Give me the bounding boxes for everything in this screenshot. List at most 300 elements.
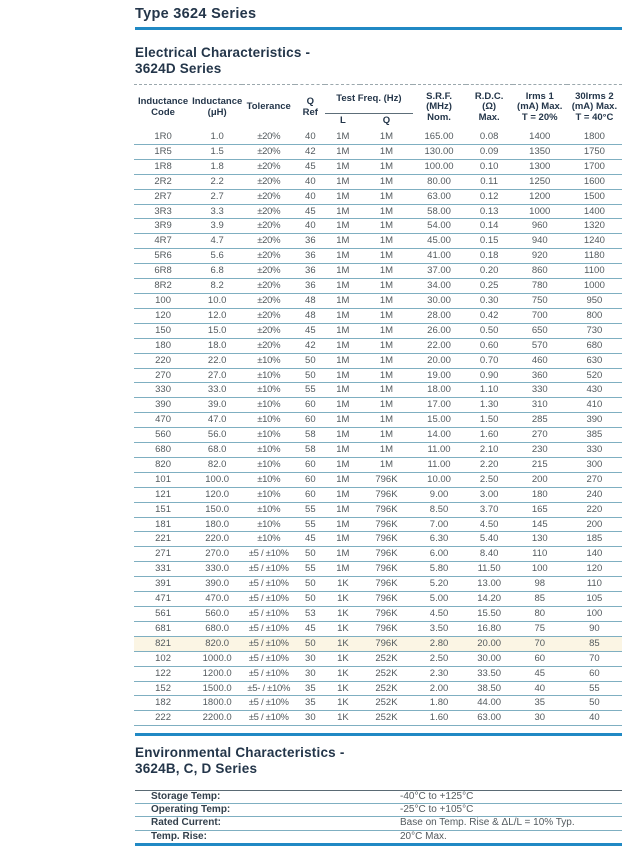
cell-test-freq-l: 1M bbox=[325, 308, 360, 323]
cell-inductance-uh: 2.2 bbox=[192, 174, 242, 189]
table-row bbox=[134, 368, 622, 383]
cell-irms1: 1250 bbox=[513, 174, 567, 189]
cell-inductance-code: 2R7 bbox=[134, 189, 192, 204]
cell-rdc: 2.10 bbox=[466, 443, 513, 458]
cell-irms2: 1180 bbox=[567, 249, 622, 264]
cell-rdc: 0.20 bbox=[466, 264, 513, 279]
cell-inductance-uh: 68.0 bbox=[192, 443, 242, 458]
cell-test-freq-q: 1M bbox=[360, 323, 412, 338]
cell-irms1: 285 bbox=[513, 413, 567, 428]
cell-irms2: 140 bbox=[567, 547, 622, 562]
cell-inductance-uh: 10.0 bbox=[192, 293, 242, 308]
cell-test-freq-l: 1M bbox=[325, 398, 360, 413]
cell-tolerance: ±20% bbox=[242, 338, 295, 353]
cell-srf: 11.00 bbox=[413, 443, 466, 458]
col-header-test-freq-l: L bbox=[339, 115, 346, 127]
cell-test-freq-l: 1M bbox=[325, 383, 360, 398]
cell-inductance-code: 1R5 bbox=[134, 144, 192, 159]
cell-q-ref: 58 bbox=[295, 443, 325, 458]
cell-q-ref: 48 bbox=[295, 293, 325, 308]
cell-test-freq-l: 1M bbox=[325, 457, 360, 472]
cell-srf: 9.00 bbox=[413, 487, 466, 502]
cell-test-freq-q: 1M bbox=[360, 279, 412, 294]
cell-irms2: 1750 bbox=[567, 144, 622, 159]
cell-rdc: 0.11 bbox=[466, 174, 513, 189]
cell-srf: 7.00 bbox=[413, 517, 466, 532]
cell-test-freq-q: 252K bbox=[360, 666, 412, 681]
cell-test-freq-l: 1K bbox=[325, 696, 360, 711]
cell-irms2: 240 bbox=[567, 487, 622, 502]
table-row bbox=[134, 338, 622, 353]
cell-rdc: 3.70 bbox=[466, 502, 513, 517]
cell-inductance-uh: 8.2 bbox=[192, 279, 242, 294]
cell-rdc: 1.10 bbox=[466, 383, 513, 398]
cell-tolerance: ±10% bbox=[242, 532, 295, 547]
cell-irms1: 70 bbox=[513, 636, 567, 651]
cell-rdc: 0.25 bbox=[466, 279, 513, 294]
cell-rdc: 1.60 bbox=[466, 428, 513, 443]
cell-inductance-uh: 390.0 bbox=[192, 577, 242, 592]
cell-test-freq-q: 1M bbox=[360, 130, 412, 144]
env-value: 20°C Max. bbox=[400, 830, 622, 844]
col-header-rdc: R.D.C. (Ω) Max. bbox=[466, 85, 513, 131]
cell-q-ref: 50 bbox=[295, 636, 325, 651]
cell-rdc: 4.50 bbox=[466, 517, 513, 532]
cell-irms1: 360 bbox=[513, 368, 567, 383]
cell-irms2: 330 bbox=[567, 443, 622, 458]
cell-test-freq-q: 1M bbox=[360, 383, 412, 398]
cell-tolerance: ±5 / ±10% bbox=[242, 651, 295, 666]
cell-tolerance: ±20% bbox=[242, 234, 295, 249]
table-row bbox=[134, 428, 622, 443]
cell-irms1: 460 bbox=[513, 353, 567, 368]
cell-q-ref: 30 bbox=[295, 651, 325, 666]
cell-rdc: 30.00 bbox=[466, 651, 513, 666]
cell-test-freq-l: 1M bbox=[325, 353, 360, 368]
cell-srf: 130.00 bbox=[413, 144, 466, 159]
cell-test-freq-q: 1M bbox=[360, 219, 412, 234]
table-row bbox=[134, 264, 622, 279]
cell-q-ref: 45 bbox=[295, 323, 325, 338]
cell-irms1: 180 bbox=[513, 487, 567, 502]
table-row bbox=[134, 621, 622, 636]
cell-tolerance: ±5 / ±10% bbox=[242, 607, 295, 622]
cell-tolerance: ±10% bbox=[242, 428, 295, 443]
cell-inductance-uh: 470.0 bbox=[192, 592, 242, 607]
table-row bbox=[134, 696, 622, 711]
cell-inductance-code: 220 bbox=[134, 353, 192, 368]
cell-inductance-code: 100 bbox=[134, 293, 192, 308]
cell-inductance-code: 2R2 bbox=[134, 174, 192, 189]
table-row bbox=[134, 443, 622, 458]
cell-test-freq-l: 1M bbox=[325, 144, 360, 159]
table-row bbox=[134, 204, 622, 219]
cell-irms1: 1200 bbox=[513, 189, 567, 204]
cell-srf: 1.80 bbox=[413, 696, 466, 711]
cell-inductance-uh: 33.0 bbox=[192, 383, 242, 398]
cell-irms2: 410 bbox=[567, 398, 622, 413]
cell-irms1: 100 bbox=[513, 562, 567, 577]
cell-srf: 22.00 bbox=[413, 338, 466, 353]
cell-irms1: 30 bbox=[513, 711, 567, 726]
cell-irms2: 390 bbox=[567, 413, 622, 428]
cell-q-ref: 40 bbox=[295, 219, 325, 234]
cell-irms2: 120 bbox=[567, 562, 622, 577]
cell-inductance-code: 271 bbox=[134, 547, 192, 562]
cell-tolerance: ±10% bbox=[242, 517, 295, 532]
cell-test-freq-q: 252K bbox=[360, 651, 412, 666]
env-label: Operating Temp: bbox=[135, 804, 400, 817]
cell-inductance-uh: 6.8 bbox=[192, 264, 242, 279]
cell-q-ref: 55 bbox=[295, 562, 325, 577]
cell-tolerance: ±5 / ±10% bbox=[242, 577, 295, 592]
cell-test-freq-l: 1M bbox=[325, 174, 360, 189]
cell-irms1: 700 bbox=[513, 308, 567, 323]
cell-irms1: 270 bbox=[513, 428, 567, 443]
cell-test-freq-q: 1M bbox=[360, 293, 412, 308]
cell-inductance-uh: 12.0 bbox=[192, 308, 242, 323]
cell-rdc: 0.14 bbox=[466, 219, 513, 234]
cell-q-ref: 40 bbox=[295, 174, 325, 189]
cell-rdc: 0.42 bbox=[466, 308, 513, 323]
cell-test-freq-l: 1K bbox=[325, 607, 360, 622]
cell-test-freq-l: 1K bbox=[325, 592, 360, 607]
cell-srf: 165.00 bbox=[413, 130, 466, 144]
cell-rdc: 1.50 bbox=[466, 413, 513, 428]
cell-irms1: 230 bbox=[513, 443, 567, 458]
cell-test-freq-q: 796K bbox=[360, 592, 412, 607]
cell-inductance-code: 1R0 bbox=[134, 130, 192, 144]
cell-test-freq-q: 1M bbox=[360, 457, 412, 472]
cell-irms2: 680 bbox=[567, 338, 622, 353]
cell-irms2: 1100 bbox=[567, 264, 622, 279]
cell-test-freq-q: 1M bbox=[360, 159, 412, 174]
cell-q-ref: 36 bbox=[295, 249, 325, 264]
table-row bbox=[134, 234, 622, 249]
cell-rdc: 33.50 bbox=[466, 666, 513, 681]
table-row bbox=[134, 413, 622, 428]
environmental-characteristics-table bbox=[135, 790, 622, 846]
cell-rdc: 2.50 bbox=[466, 472, 513, 487]
cell-q-ref: 50 bbox=[295, 592, 325, 607]
cell-inductance-uh: 2200.0 bbox=[192, 711, 242, 726]
cell-tolerance: ±20% bbox=[242, 174, 295, 189]
cell-srf: 2.80 bbox=[413, 636, 466, 651]
cell-test-freq-l: 1M bbox=[325, 502, 360, 517]
cell-srf: 30.00 bbox=[413, 293, 466, 308]
cell-test-freq-q: 1M bbox=[360, 443, 412, 458]
cell-test-freq-q: 796K bbox=[360, 547, 412, 562]
cell-srf: 15.00 bbox=[413, 413, 466, 428]
cell-q-ref: 50 bbox=[295, 547, 325, 562]
title-divider bbox=[135, 27, 622, 30]
cell-inductance-uh: 330.0 bbox=[192, 562, 242, 577]
table-row bbox=[134, 487, 622, 502]
cell-srf: 6.00 bbox=[413, 547, 466, 562]
cell-srf: 1.60 bbox=[413, 711, 466, 726]
table-row bbox=[134, 353, 622, 368]
cell-irms1: 145 bbox=[513, 517, 567, 532]
cell-srf: 2.00 bbox=[413, 681, 466, 696]
cell-q-ref: 40 bbox=[295, 130, 325, 144]
cell-inductance-uh: 270.0 bbox=[192, 547, 242, 562]
cell-q-ref: 42 bbox=[295, 144, 325, 159]
section-divider bbox=[135, 733, 622, 736]
cell-inductance-code: 8R2 bbox=[134, 279, 192, 294]
cell-irms2: 50 bbox=[567, 696, 622, 711]
cell-test-freq-l: 1M bbox=[325, 264, 360, 279]
table-row bbox=[134, 517, 622, 532]
cell-inductance-uh: 5.6 bbox=[192, 249, 242, 264]
cell-tolerance: ±20% bbox=[242, 130, 295, 144]
cell-irms2: 950 bbox=[567, 293, 622, 308]
cell-irms1: 860 bbox=[513, 264, 567, 279]
cell-tolerance: ±10% bbox=[242, 383, 295, 398]
cell-rdc: 0.15 bbox=[466, 234, 513, 249]
cell-rdc: 0.09 bbox=[466, 144, 513, 159]
cell-irms1: 1300 bbox=[513, 159, 567, 174]
cell-rdc: 3.00 bbox=[466, 487, 513, 502]
cell-irms2: 60 bbox=[567, 666, 622, 681]
electrical-table-header bbox=[134, 85, 622, 131]
cell-tolerance: ±5 / ±10% bbox=[242, 711, 295, 726]
cell-test-freq-q: 1M bbox=[360, 174, 412, 189]
env-label: Storage Temp: bbox=[135, 791, 400, 804]
cell-test-freq-q: 252K bbox=[360, 711, 412, 726]
cell-irms1: 750 bbox=[513, 293, 567, 308]
cell-tolerance: ±10% bbox=[242, 368, 295, 383]
cell-srf: 11.00 bbox=[413, 457, 466, 472]
table-row bbox=[134, 323, 622, 338]
table-row bbox=[134, 532, 622, 547]
cell-test-freq-l: 1M bbox=[325, 487, 360, 502]
cell-q-ref: 53 bbox=[295, 607, 325, 622]
cell-test-freq-q: 1M bbox=[360, 368, 412, 383]
cell-inductance-uh: 680.0 bbox=[192, 621, 242, 636]
cell-inductance-uh: 27.0 bbox=[192, 368, 242, 383]
table-row bbox=[134, 547, 622, 562]
cell-test-freq-q: 796K bbox=[360, 502, 412, 517]
table-row bbox=[134, 592, 622, 607]
cell-inductance-code: 391 bbox=[134, 577, 192, 592]
cell-test-freq-l: 1K bbox=[325, 621, 360, 636]
cell-q-ref: 30 bbox=[295, 711, 325, 726]
cell-irms2: 1320 bbox=[567, 219, 622, 234]
cell-irms2: 1400 bbox=[567, 204, 622, 219]
cell-test-freq-q: 796K bbox=[360, 487, 412, 502]
env-row bbox=[135, 830, 622, 844]
cell-tolerance: ±5- / ±10% bbox=[242, 681, 295, 696]
cell-inductance-uh: 3.3 bbox=[192, 204, 242, 219]
cell-inductance-uh: 1000.0 bbox=[192, 651, 242, 666]
cell-inductance-uh: 560.0 bbox=[192, 607, 242, 622]
cell-inductance-uh: 1.5 bbox=[192, 144, 242, 159]
cell-tolerance: ±5 / ±10% bbox=[242, 621, 295, 636]
cell-irms2: 1600 bbox=[567, 174, 622, 189]
cell-inductance-code: 150 bbox=[134, 323, 192, 338]
cell-irms2: 100 bbox=[567, 607, 622, 622]
cell-irms2: 85 bbox=[567, 636, 622, 651]
cell-tolerance: ±10% bbox=[242, 443, 295, 458]
table-row bbox=[134, 219, 622, 234]
cell-inductance-uh: 39.0 bbox=[192, 398, 242, 413]
cell-test-freq-l: 1K bbox=[325, 651, 360, 666]
cell-irms2: 1700 bbox=[567, 159, 622, 174]
cell-rdc: 0.10 bbox=[466, 159, 513, 174]
cell-inductance-uh: 47.0 bbox=[192, 413, 242, 428]
cell-inductance-code: 390 bbox=[134, 398, 192, 413]
cell-test-freq-l: 1M bbox=[325, 532, 360, 547]
cell-test-freq-q: 1M bbox=[360, 398, 412, 413]
cell-irms1: 200 bbox=[513, 472, 567, 487]
cell-irms1: 1400 bbox=[513, 130, 567, 144]
cell-tolerance: ±5 / ±10% bbox=[242, 666, 295, 681]
cell-test-freq-q: 252K bbox=[360, 696, 412, 711]
cell-irms1: 80 bbox=[513, 607, 567, 622]
cell-srf: 63.00 bbox=[413, 189, 466, 204]
cell-test-freq-q: 252K bbox=[360, 681, 412, 696]
cell-q-ref: 60 bbox=[295, 472, 325, 487]
cell-irms2: 185 bbox=[567, 532, 622, 547]
table-row bbox=[134, 279, 622, 294]
table-row bbox=[134, 249, 622, 264]
cell-rdc: 0.08 bbox=[466, 130, 513, 144]
cell-srf: 5.20 bbox=[413, 577, 466, 592]
cell-irms1: 215 bbox=[513, 457, 567, 472]
cell-inductance-uh: 1500.0 bbox=[192, 681, 242, 696]
cell-rdc: 0.12 bbox=[466, 189, 513, 204]
cell-irms2: 90 bbox=[567, 621, 622, 636]
cell-irms1: 35 bbox=[513, 696, 567, 711]
table-row bbox=[134, 562, 622, 577]
cell-irms2: 110 bbox=[567, 577, 622, 592]
cell-rdc: 20.00 bbox=[466, 636, 513, 651]
cell-srf: 5.00 bbox=[413, 592, 466, 607]
cell-test-freq-l: 1K bbox=[325, 636, 360, 651]
cell-tolerance: ±10% bbox=[242, 502, 295, 517]
cell-tolerance: ±20% bbox=[242, 189, 295, 204]
cell-inductance-code: 331 bbox=[134, 562, 192, 577]
table-row bbox=[134, 472, 622, 487]
cell-irms2: 220 bbox=[567, 502, 622, 517]
cell-srf: 28.00 bbox=[413, 308, 466, 323]
cell-inductance-uh: 56.0 bbox=[192, 428, 242, 443]
cell-inductance-code: 102 bbox=[134, 651, 192, 666]
cell-inductance-code: 821 bbox=[134, 636, 192, 651]
cell-srf: 54.00 bbox=[413, 219, 466, 234]
electrical-characteristics-table bbox=[134, 84, 622, 726]
cell-q-ref: 55 bbox=[295, 517, 325, 532]
cell-test-freq-q: 1M bbox=[360, 264, 412, 279]
cell-q-ref: 35 bbox=[295, 696, 325, 711]
cell-tolerance: ±5 / ±10% bbox=[242, 592, 295, 607]
cell-tolerance: ±10% bbox=[242, 413, 295, 428]
cell-q-ref: 45 bbox=[295, 621, 325, 636]
cell-irms2: 1000 bbox=[567, 279, 622, 294]
table-row bbox=[134, 666, 622, 681]
cell-inductance-code: 680 bbox=[134, 443, 192, 458]
table-row bbox=[134, 607, 622, 622]
cell-q-ref: 60 bbox=[295, 398, 325, 413]
cell-irms1: 165 bbox=[513, 502, 567, 517]
cell-test-freq-l: 1M bbox=[325, 159, 360, 174]
cell-srf: 18.00 bbox=[413, 383, 466, 398]
cell-q-ref: 60 bbox=[295, 457, 325, 472]
cell-srf: 34.00 bbox=[413, 279, 466, 294]
cell-q-ref: 40 bbox=[295, 189, 325, 204]
cell-rdc: 8.40 bbox=[466, 547, 513, 562]
cell-inductance-uh: 1.8 bbox=[192, 159, 242, 174]
cell-srf: 3.50 bbox=[413, 621, 466, 636]
cell-irms1: 570 bbox=[513, 338, 567, 353]
cell-inductance-uh: 3.9 bbox=[192, 219, 242, 234]
cell-test-freq-q: 1M bbox=[360, 308, 412, 323]
cell-inductance-uh: 820.0 bbox=[192, 636, 242, 651]
cell-tolerance: ±10% bbox=[242, 472, 295, 487]
cell-inductance-uh: 1200.0 bbox=[192, 666, 242, 681]
cell-inductance-code: 681 bbox=[134, 621, 192, 636]
cell-test-freq-q: 1M bbox=[360, 234, 412, 249]
cell-tolerance: ±20% bbox=[242, 279, 295, 294]
cell-irms2: 40 bbox=[567, 711, 622, 726]
cell-test-freq-l: 1K bbox=[325, 681, 360, 696]
cell-test-freq-l: 1K bbox=[325, 666, 360, 681]
cell-irms1: 1000 bbox=[513, 204, 567, 219]
environmental-section-heading: Environmental Characteristics - 3624B, C, D Series bbox=[135, 745, 345, 776]
cell-tolerance: ±20% bbox=[242, 323, 295, 338]
cell-srf: 26.00 bbox=[413, 323, 466, 338]
cell-srf: 19.00 bbox=[413, 368, 466, 383]
cell-irms1: 940 bbox=[513, 234, 567, 249]
cell-test-freq-q: 1M bbox=[360, 144, 412, 159]
col-header-tolerance: Tolerance bbox=[242, 85, 295, 131]
cell-srf: 14.00 bbox=[413, 428, 466, 443]
cell-inductance-code: 470 bbox=[134, 413, 192, 428]
cell-inductance-uh: 150.0 bbox=[192, 502, 242, 517]
cell-test-freq-l: 1M bbox=[325, 234, 360, 249]
cell-irms2: 105 bbox=[567, 592, 622, 607]
cell-inductance-code: 222 bbox=[134, 711, 192, 726]
cell-test-freq-l: 1M bbox=[325, 413, 360, 428]
cell-srf: 45.00 bbox=[413, 234, 466, 249]
cell-rdc: 11.50 bbox=[466, 562, 513, 577]
cell-test-freq-l: 1K bbox=[325, 577, 360, 592]
cell-irms2: 300 bbox=[567, 457, 622, 472]
cell-inductance-code: 5R6 bbox=[134, 249, 192, 264]
cell-irms1: 650 bbox=[513, 323, 567, 338]
cell-test-freq-q: 796K bbox=[360, 577, 412, 592]
cell-rdc: 63.00 bbox=[466, 711, 513, 726]
cell-irms2: 630 bbox=[567, 353, 622, 368]
cell-srf: 41.00 bbox=[413, 249, 466, 264]
cell-inductance-uh: 180.0 bbox=[192, 517, 242, 532]
cell-test-freq-q: 796K bbox=[360, 621, 412, 636]
env-label: Temp. Rise: bbox=[135, 830, 400, 844]
cell-irms2: 200 bbox=[567, 517, 622, 532]
cell-q-ref: 30 bbox=[295, 666, 325, 681]
table-row bbox=[134, 398, 622, 413]
table-row bbox=[134, 130, 622, 144]
cell-irms1: 110 bbox=[513, 547, 567, 562]
cell-inductance-code: 182 bbox=[134, 696, 192, 711]
cell-irms2: 520 bbox=[567, 368, 622, 383]
cell-rdc: 0.60 bbox=[466, 338, 513, 353]
cell-test-freq-l: 1M bbox=[325, 368, 360, 383]
cell-tolerance: ±10% bbox=[242, 457, 295, 472]
col-header-test-freq: Test Freq. (Hz) bbox=[325, 85, 412, 114]
cell-rdc: 0.18 bbox=[466, 249, 513, 264]
table-row bbox=[134, 293, 622, 308]
